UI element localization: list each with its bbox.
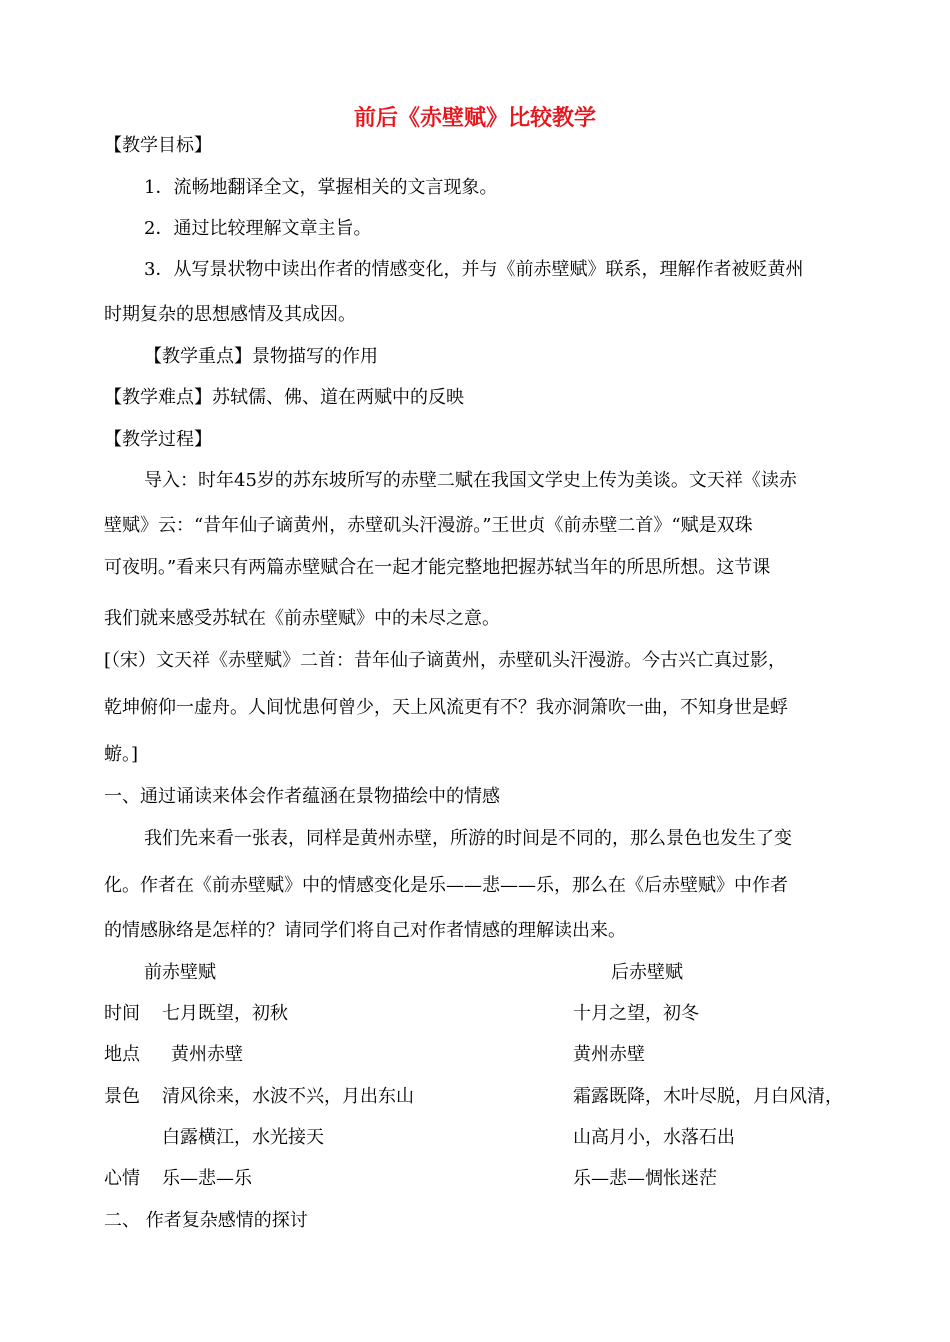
goal-item-2: 2．通过比较理解文章主旨。 bbox=[144, 218, 372, 239]
table-col-header-front: 前赤壁赋 bbox=[144, 962, 216, 983]
row-place-front: 黄州赤壁 bbox=[171, 1044, 243, 1065]
section-1-para-line-2: 化。作者在《前赤壁赋》中的情感变化是乐——悲——乐，那么在《后赤壁赋》中作者 bbox=[104, 875, 788, 896]
goal-item-3: 3．从写景状物中读出作者的情感变化，并与《前赤壁赋》联系，理解作者被贬黄州 bbox=[144, 259, 804, 280]
teaching-goals-heading: 【教学目标】 bbox=[104, 135, 212, 156]
poem-line-2: 乾坤俯仰一虚舟。人间忧患何曾少，天上风流更有不？我亦洞箫吹一曲，不知身世是蜉 bbox=[104, 697, 788, 718]
intro-line-4: 我们就来感受苏轼在《前赤壁赋》中的未尽之意。 bbox=[104, 608, 500, 629]
page-title: 前后《赤壁赋》比较教学 bbox=[353, 105, 596, 131]
row-label-scenery: 景色 bbox=[104, 1086, 140, 1107]
row-label-time: 时间 bbox=[104, 1003, 140, 1024]
poem-line-3: 蝣。] bbox=[104, 744, 139, 765]
section-1-heading: 一、通过诵读来体会作者蕴涵在景物描绘中的情感 bbox=[104, 786, 500, 807]
row-scenery-front: 清风徐来，水波不兴，月出东山 bbox=[162, 1086, 414, 1107]
row-mood-front: 乐—悲—乐 bbox=[162, 1168, 252, 1189]
poem-line-1: [（宋）文天祥《赤壁赋》二首：昔年仙子谪黄州，赤壁矶头汗漫游。今古兴亡真过影， bbox=[104, 650, 787, 671]
goal-item-3-continued: 时期复杂的思想感情及其成因。 bbox=[104, 304, 356, 325]
row-mood-back: 乐—悲—惆怅迷茫 bbox=[573, 1168, 717, 1189]
table-col-header-back: 后赤壁赋 bbox=[611, 962, 683, 983]
row-scenery-back-2: 山高月小，水落石出 bbox=[573, 1127, 735, 1148]
key-point: 【教学重点】景物描写的作用 bbox=[144, 346, 378, 367]
section-1-para-line-1: 我们先来看一张表，同样是黄州赤壁，所游的时间是不同的，那么景色也发生了变 bbox=[144, 828, 792, 849]
row-label-place: 地点 bbox=[104, 1044, 140, 1065]
intro-line-1: 导入：时年45岁的苏东坡所写的赤壁二赋在我国文学史上传为美谈。文天祥《读赤 bbox=[144, 470, 797, 491]
row-place-back: 黄州赤壁 bbox=[573, 1044, 645, 1065]
row-time-back: 十月之望，初冬 bbox=[573, 1003, 699, 1024]
row-time-front: 七月既望，初秋 bbox=[162, 1003, 288, 1024]
row-scenery-back: 霜露既降，木叶尽脱，月白风清， bbox=[573, 1086, 843, 1107]
goal-item-1: 1．流畅地翻译全文，掌握相关的文言现象。 bbox=[144, 177, 498, 198]
process-heading: 【教学过程】 bbox=[104, 429, 212, 450]
intro-line-2: 壁赋》云：“昔年仙子谪黄州，赤壁矶头汗漫游。”王世贞《前赤壁二首》“赋是双珠 bbox=[104, 515, 753, 536]
row-label-mood: 心情 bbox=[104, 1168, 140, 1189]
section-2-heading: 二、 作者复杂感情的探讨 bbox=[104, 1210, 308, 1231]
section-1-para-line-3: 的情感脉络是怎样的？请同学们将自己对作者情感的理解读出来。 bbox=[104, 920, 626, 941]
row-scenery-front-2: 白露横江，水光接天 bbox=[162, 1127, 324, 1148]
difficulty: 【教学难点】苏轼儒、佛、道在两赋中的反映 bbox=[104, 387, 464, 408]
intro-line-3: 可夜明。”看来只有两篇赤壁赋合在一起才能完整地把握苏轼当年的所思所想。这节课 bbox=[104, 557, 771, 578]
